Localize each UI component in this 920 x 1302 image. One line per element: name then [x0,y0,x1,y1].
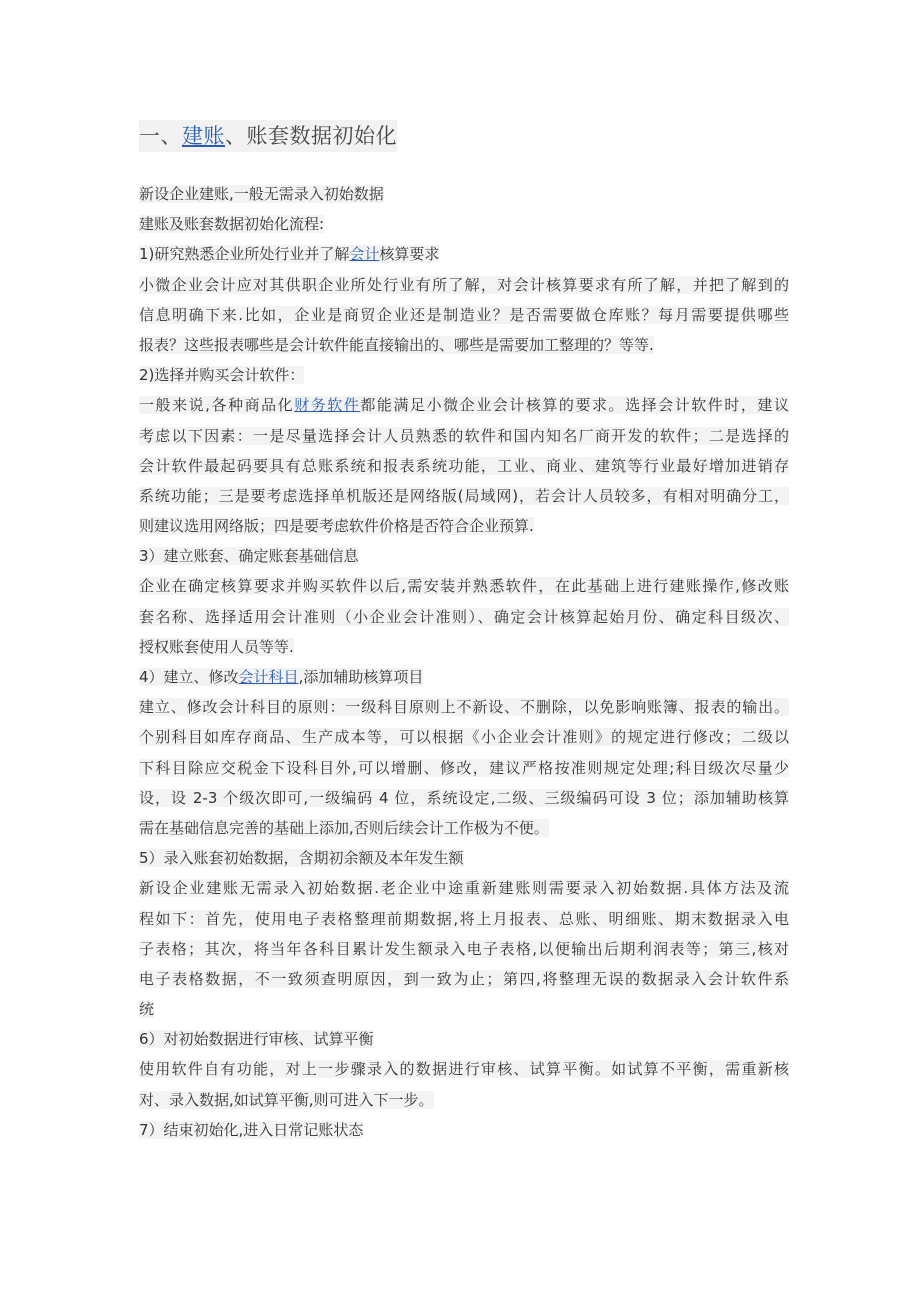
text-line-content [139,306,789,324]
text-run: 2)选择并购买会计软件： [139,366,305,385]
text-run: 小微企业会计应对其供职企业所处行业有所了解，对会计核算要求有所了解，并把了解到的 [139,275,789,294]
text-line-content [139,698,789,716]
text-line [139,421,789,451]
text-line [139,602,789,632]
text-line-content [139,245,439,263]
text-run: 电子表格数据，不一致须查明原因，到一致为止；第四,将整理无误的数据录入会计软件系 [139,969,789,988]
text-line-content [139,1000,154,1018]
text-run: 5）录入账套初始数据，含期初余额及本年发生额 [139,849,464,868]
text-line-content [139,849,464,867]
text-line [139,753,789,783]
text-run: 个别科目如库存商品、生产成本等，可以根据《小企业会计准则》的规定进行修改；二级以 [139,728,789,747]
text-line-content [139,638,294,656]
text-line [139,270,789,300]
text-line-content [139,276,789,294]
text-line [139,934,789,964]
text-line-content [139,1060,789,1078]
text-line-content [139,879,789,897]
text-line [139,300,789,330]
text-line-content [139,970,789,988]
text-run: ,添加辅助核算项目 [298,668,424,686]
text-line [139,904,789,934]
text-line [139,451,789,481]
text-run: 一般来说,各种商品化 [139,396,295,415]
text-run: 会计软件最起码要具有总账系统和报表系统功能，工业、商业、建筑等行业最好增加进销存 [139,456,789,475]
text-run: 则建议选用网络版；四是要考虑软件价格是否符合企业预算. [139,517,534,536]
text-run: 建立、修改会计科目的原则：一级科目原则上不新设、不删除，以免影响账簿、报表的输出。 [139,698,789,717]
text-run: 都能满足小微企业会计核算的要求。选择会计软件时，建议 [360,396,789,415]
text-line-content [139,487,789,505]
text-run: 下科目除应交税金下设科目外,可以增删、修改，建议严格按准则规定处理;科目级次尽量少 [139,758,789,777]
text-line [139,994,789,1024]
text-run: 核算要求 [379,245,440,264]
text-run: 报表？这些报表哪些是会计软件能直接输出的、哪些是需要加工整理的？等等. [139,335,654,354]
text-line [139,964,789,994]
text-line [139,239,789,269]
text-line [139,360,789,390]
text-line [139,179,789,209]
text-line-content [139,547,359,565]
text-line [139,1054,789,1084]
text-line [139,1024,789,1054]
text-line [139,1085,789,1115]
text-run: 程如下：首先，使用电子表格整理前期数据,将上月报表、总账、明细账、期末数据录入电 [139,909,789,928]
text-line-content [139,608,789,626]
text-run: 授权账套使用人员等等. [139,637,294,656]
text-run: 新设企业建账无需录入初始数据.老企业中途重新建账则需要录入初始数据.具体方法及流 [139,879,789,898]
text-line-content [139,1121,363,1139]
text-line-content [139,396,789,414]
body-text [139,179,789,1145]
text-line [139,843,789,873]
section-heading [139,120,397,152]
text-run: 企业在确定核算要求并购买软件以后,需安装并熟悉软件，在此基础上进行建账操作,修改账 [139,577,789,596]
heading-link-jianzhang[interactable]: 建账 [182,124,225,148]
text-line-content [139,427,789,445]
text-run: 子表格；其次，将当年各科目累计发生额录入电子表格,以便输出后期利润表等；第三,核对 [139,939,789,958]
text-run: 信息明确下来.比如，企业是商贸企业还是制造业？是否需要做仓库账？每月需要提供哪些 [139,305,789,324]
text-line [139,873,789,903]
text-line-content [139,668,423,686]
text-line-content [139,1091,434,1109]
text-run: 新设企业建账,一般无需录入初始数据 [139,185,384,203]
text-run: 4）建立、修改 [139,668,239,686]
text-run: 使用软件自有功能，对上一步骤录入的数据进行审核、试算平衡。如试算不平衡，需重新核 [139,1060,789,1079]
text-line [139,1115,789,1145]
text-line-content [139,759,789,777]
text-line-content [139,517,534,535]
text-run: 统 [139,1000,155,1019]
text-run: 需在基础信息完善的基础上添加,否则后续会计工作极为不便。 [139,818,549,837]
inline-link[interactable]: 会计 [349,245,380,264]
text-line-content [139,185,384,203]
text-run: 1)研究熟悉企业所处行业并了解 [139,245,350,264]
text-line-content [139,366,304,384]
text-run: 建账及账套数据初始化流程: [139,215,325,234]
text-line [139,209,789,239]
text-line-content [139,940,789,958]
text-line-content [139,336,654,354]
text-line-content [139,728,789,746]
inline-link[interactable]: 财务软件 [294,396,361,415]
text-run: 套名称、选择适用会计准则（小企业会计准则）、确定会计核算起始月份、确定科目级次、 [139,607,789,626]
text-line [139,571,789,601]
text-line [139,722,789,752]
text-run: 系统功能；三是要考虑选择单机版还是网络版(局域网)，若会计人员较多，有相对明确分工， [139,486,789,505]
text-line [139,330,789,360]
text-line [139,541,789,571]
text-run: 考虑以下因素：一是尽量选择会计人员熟悉的软件和国内知名厂商开发的软件；二是选择的 [139,426,789,445]
text-run: 设，设 2-3 个级次即可,一级编码 4 位，系统设定,二级、三级编码可设 3 位；添加辅助核算 [139,788,789,807]
text-run: 3）建立账套、确定账套基础信息 [139,547,359,566]
text-line-content [139,577,789,595]
text-line [139,692,789,722]
inline-link[interactable]: 会计科目 [238,668,299,686]
text-line-content [139,789,789,807]
text-run: 对、录入数据,如试算平衡,则可进入下一步。 [139,1090,434,1109]
text-run: 6）对初始数据进行审核、试算平衡 [139,1030,374,1049]
text-run: 7）结束初始化,进入日常记账状态 [139,1120,364,1139]
text-line-content [139,910,789,928]
text-line-content [139,457,789,475]
text-line [139,481,789,511]
text-line [139,632,789,662]
text-line [139,390,789,420]
text-line [139,662,789,692]
text-line-content [139,215,324,233]
text-line-content [139,819,549,837]
text-line [139,813,789,843]
text-line [139,783,789,813]
heading-suffix: 、账套数据初始化 [225,124,397,148]
text-line-content [139,1030,374,1048]
text-line [139,511,789,541]
heading-prefix: 一、 [139,124,182,148]
